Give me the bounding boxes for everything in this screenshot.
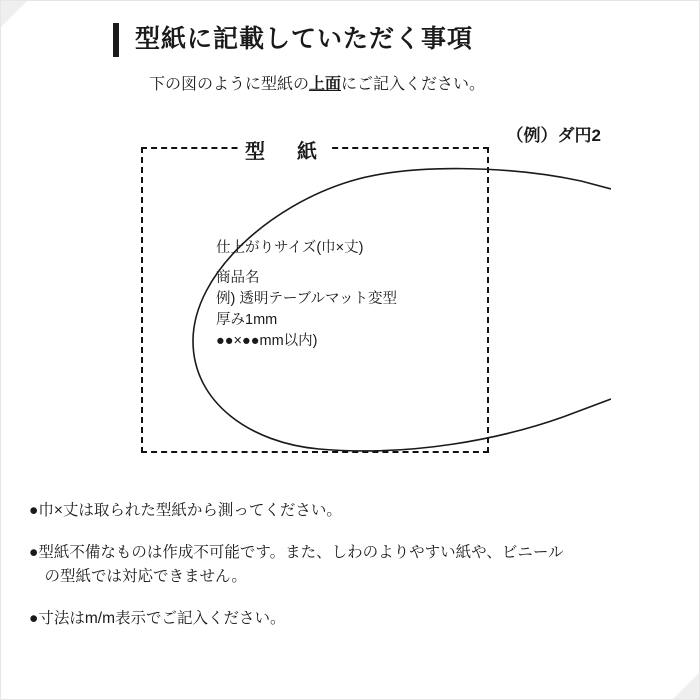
annotation-line-1: 仕上がりサイズ(巾×丈): [216, 240, 364, 256]
corner-accent-top-left: [1, 1, 27, 27]
note-item: [29, 541, 679, 589]
title-text: 型紙に記載していただく事項: [135, 25, 474, 53]
figure-annotation-text: [216, 238, 397, 352]
lead-before: 下の図のように型紙の: [149, 76, 310, 93]
notes-list: [29, 499, 679, 631]
corner-accent-bottom-right: [673, 673, 699, 699]
pattern-label: 型 紙: [239, 135, 329, 164]
note-item: [29, 607, 679, 631]
lead-sentence: [149, 71, 485, 94]
note-text: ●型紙不備なものは作成不可能です。また、しわのよりやすい紙や、ビニール: [29, 544, 564, 562]
figure-example-label: （例）ダ円2: [506, 126, 601, 145]
annotation-line-2: 商品名: [216, 270, 260, 287]
annotation-spacer: [216, 259, 397, 268]
note-text: ●巾×丈は取られた型紙から測ってください。: [29, 502, 342, 519]
note-item: [29, 499, 679, 523]
annotation-line-4: 厚み1mm: [216, 312, 278, 329]
note-text: ●寸法はm/m表示でご記入ください。: [29, 610, 286, 628]
note-text-continued: の型紙では対応できません。: [29, 568, 247, 586]
lead-emphasis: 上面: [309, 76, 342, 93]
page-title: [113, 19, 633, 63]
pattern-figure: [111, 113, 611, 473]
title-accent-bar: [113, 23, 119, 57]
lead-after: にご記入ください。: [341, 76, 486, 93]
annotation-line-5: ●●×●●mm以内): [216, 333, 318, 350]
annotation-line-3: 例) 透明テーブルマット変型: [216, 291, 397, 308]
